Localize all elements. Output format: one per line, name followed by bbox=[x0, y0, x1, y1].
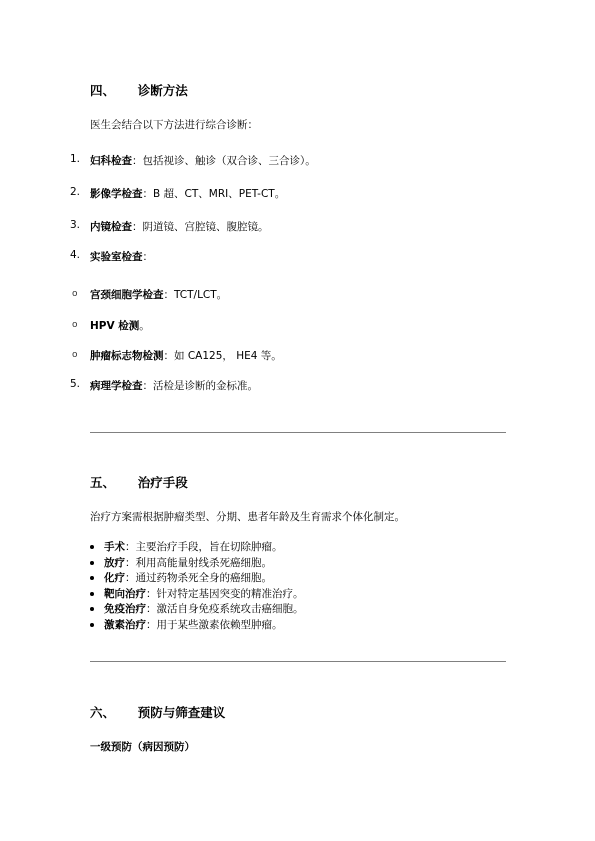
section5-heading-text: 治疗手段 bbox=[137, 475, 188, 490]
bullet-text: ：利用高能量射线杀死癌细胞。 bbox=[125, 557, 272, 569]
bullet-title: 激素治疗 bbox=[104, 619, 146, 631]
list-number: 3. bbox=[69, 219, 80, 231]
section6-heading-number: 六、 bbox=[90, 705, 116, 720]
bullet-title: 靶向治疗 bbox=[104, 588, 146, 600]
section5-heading bbox=[90, 473, 188, 491]
section5-intro: 治疗方案需根据肿瘤类型、分期、患者年龄及生育需求个体化制定。 bbox=[90, 511, 405, 523]
subitem-text: ：TCT/LCT。 bbox=[163, 289, 228, 301]
section5-heading-number: 五、 bbox=[90, 475, 116, 490]
bullet-title: 手术 bbox=[104, 541, 125, 553]
list-number: 2. bbox=[69, 186, 80, 198]
bullet-dot-icon bbox=[90, 561, 94, 565]
list-number: 5. bbox=[69, 378, 80, 390]
bullet-text: ：激活自身免疫系统攻击癌细胞。 bbox=[146, 603, 304, 615]
list-number: 4. bbox=[69, 249, 80, 261]
circle-bullet-icon: o bbox=[72, 350, 78, 360]
section4-intro: 医生会结合以下方法进行综合诊断： bbox=[90, 119, 258, 131]
divider bbox=[90, 661, 506, 662]
bullet-dot-icon bbox=[90, 576, 94, 580]
subitem-title: 肿瘤标志物检测 bbox=[90, 350, 164, 362]
section6-heading-text: 预防与筛查建议 bbox=[137, 705, 226, 720]
bullet-dot-icon bbox=[90, 623, 94, 627]
item-title: 病理学检查 bbox=[90, 380, 143, 392]
section4-heading-number: 四、 bbox=[90, 83, 116, 98]
circle-bullet-icon: o bbox=[72, 289, 78, 299]
subitem-title: 宫颈细胞学检查 bbox=[90, 289, 164, 301]
section4-heading bbox=[90, 81, 188, 99]
subitem-text: ：如 CA125， HE4 等。 bbox=[163, 350, 282, 362]
subitem-title: HPV 检测 bbox=[90, 320, 140, 332]
circle-bullet-icon: o bbox=[72, 320, 78, 330]
section4-heading-text: 诊断方法 bbox=[137, 83, 188, 98]
item-text: ：阴道镜、宫腔镜、腹腔镜。 bbox=[132, 221, 269, 233]
list-number: 1. bbox=[69, 153, 80, 165]
bullet-dot-icon bbox=[90, 545, 94, 549]
item-title: 妇科检查 bbox=[90, 155, 132, 167]
item-text: ：活检是诊断的金标准。 bbox=[142, 380, 258, 392]
item-text: ：包括视诊、触诊（双合诊、三合诊）。 bbox=[132, 155, 316, 167]
bullet-dot-icon bbox=[90, 592, 94, 596]
item-title: 内镜检查 bbox=[90, 221, 132, 233]
bullet-text: ：针对特定基因突变的精准治疗。 bbox=[146, 588, 304, 600]
bullet-dot-icon bbox=[90, 607, 94, 611]
bullet-text: ：通过药物杀死全身的癌细胞。 bbox=[125, 572, 272, 584]
item-text: ：B 超、CT、MRI、PET-CT。 bbox=[142, 188, 286, 200]
section6-heading bbox=[90, 703, 225, 721]
bullet-title: 化疗 bbox=[104, 572, 125, 584]
bullet-text: ：主要治疗手段，旨在切除肿瘤。 bbox=[125, 541, 283, 553]
item-title: 影像学检查 bbox=[90, 188, 143, 200]
bullet-title: 放疗 bbox=[104, 557, 125, 569]
section6-subheading: 一级预防（病因预防） bbox=[90, 741, 195, 753]
divider bbox=[90, 432, 506, 433]
bullet-text: ：用于某些激素依赖型肿瘤。 bbox=[146, 619, 283, 631]
bullet-title: 免疫治疗 bbox=[104, 603, 146, 615]
item-title: 实验室检查 bbox=[90, 251, 143, 263]
item-text: ： bbox=[142, 251, 153, 263]
subitem-text: 。 bbox=[139, 320, 150, 332]
